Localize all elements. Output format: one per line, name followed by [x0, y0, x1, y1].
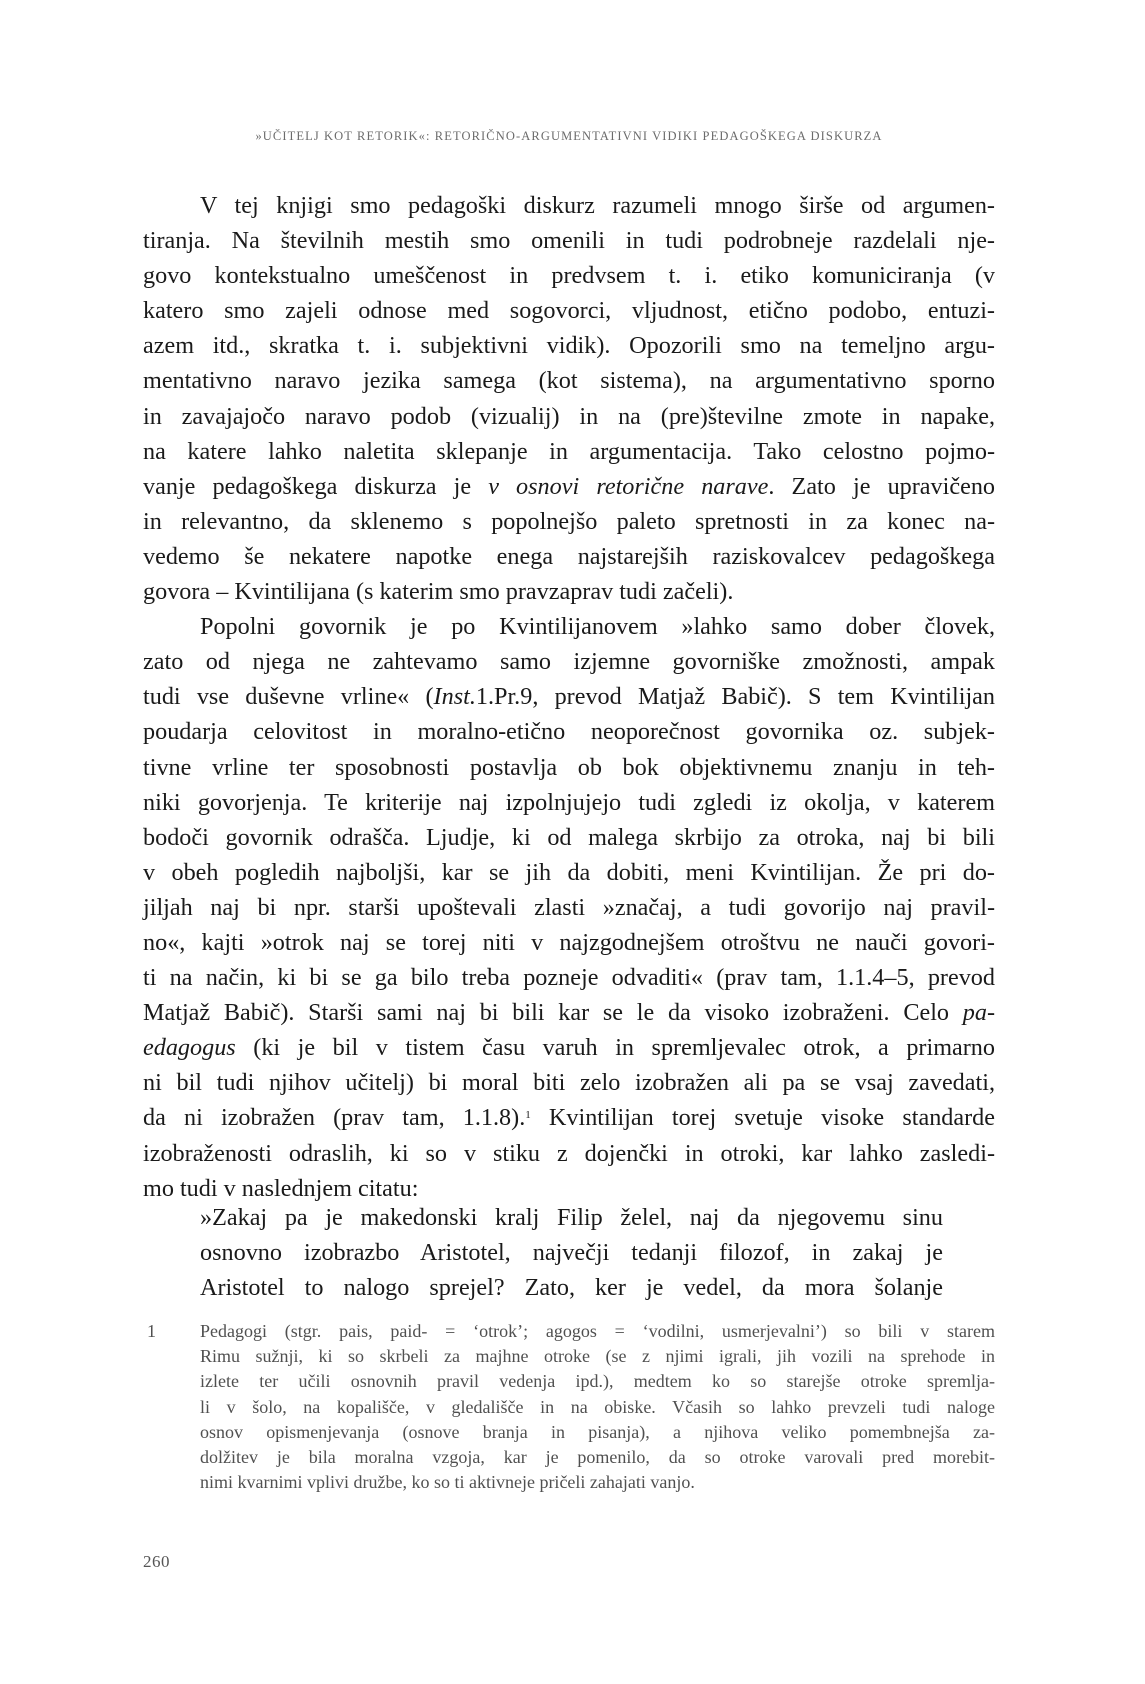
- text-line: bodoči govornik odrašča. Ljudje, ki od malega skrbijo za otroka, naj bi bili: [143, 823, 995, 851]
- italic-term: edagogus: [143, 1034, 236, 1062]
- text-segment: . Zato je upravičeno: [768, 472, 996, 500]
- text-segment: (ki je bil v tistem času varuh in spremljevalec otrok, a primarno: [235, 1034, 995, 1062]
- body-text: [143, 188, 995, 1206]
- text-line: tivne vrline ter sposobnosti postavlja ob bok objektivnemu znanju in teh-: [143, 753, 995, 781]
- italic-citation: Inst.: [433, 683, 476, 711]
- text-line: vedemo še nekatere napotke enega najstarejših raziskovalcev pedagoškega: [143, 542, 995, 570]
- text-line: izobraženosti odraslih, ki so v stiku z dojenčki in otroki, kar lahko zasledi-: [143, 1139, 995, 1167]
- text-line: [143, 679, 995, 714]
- text-line: ni bil tudi njihov učitelj) bi moral biti zelo izobražen ali pa se vsaj zavedati,: [143, 1069, 995, 1097]
- text-segment: tudi vse duševne vrline« (: [143, 683, 434, 711]
- page-number: 260: [143, 1552, 170, 1571]
- text-line: [143, 469, 995, 504]
- text-segment: vanje pedagoškega diskurza je: [143, 472, 489, 500]
- text-line: poudarja celovitost in moralno-etično neoporečnost govornika oz. subjek-: [143, 718, 995, 746]
- text-line: Popolni govornik je po Kvintilijanovem »lahko samo dober človek,: [200, 613, 995, 641]
- text-line: mo tudi v naslednjem citatu:: [143, 1174, 419, 1202]
- footnote-line: li v šolo, na kopališče, v gledališče in na obiske. Včasih so lahko prevzeli tudi naloge: [200, 1396, 995, 1417]
- italic-emphasis: v osnovi retorične narave: [488, 472, 769, 500]
- text-line: v obeh pogledih najboljši, kar se jih da dobiti, meni Kvintilijan. Že pri do-: [143, 858, 995, 886]
- text-segment: Kvintilijan torej svetuje visoke standarde: [530, 1104, 995, 1132]
- text-line: tiranja. Na številnih mestih smo omenili in tudi podrobneje razdelali nje-: [143, 227, 995, 255]
- text-line: niki govorjenja. Te kriterije naj izpolnjujejo tudi zgledi iz okolja, v katerem: [143, 788, 995, 816]
- running-head: »UČITELJ KOT RETORIK«: RETORIČNO-ARGUMENTATIVNI VIDIKI PEDAGOŠKEGA DISKURZA: [255, 129, 883, 143]
- quote-line: Aristotel to nalogo sprejel? Zato, ker je vedel, da mora šolanje: [200, 1274, 943, 1302]
- text-line: [143, 1100, 995, 1135]
- text-line: V tej knjigi smo pedagoški diskurz razumeli mnogo širše od argumen-: [200, 192, 995, 219]
- text-line: [143, 995, 995, 1030]
- paragraph-1: [143, 188, 995, 609]
- block-quote: [200, 1200, 943, 1305]
- footnote-text: [200, 1319, 995, 1495]
- text-line: in zavajajočo naravo podob (vizualij) in na (pre)številne zmote in napake,: [143, 402, 995, 430]
- text-segment: Matjaž Babič). Starši sami naj bi bili kar se le da visoko izobraženi. Celo: [143, 999, 963, 1027]
- text-line: in relevantno, da sklenemo s popolnejšo paleto spretnosti in za konec na-: [143, 507, 995, 535]
- italic-term: pa-: [962, 999, 995, 1027]
- quote-line: osnovno izobrazbo Aristotel, največji tedanji filozof, in zakaj je: [200, 1239, 943, 1267]
- text-line: mentativno naravo jezika samega (kot sistema), na argumentativno sporno: [143, 367, 995, 395]
- paragraph-2: [143, 609, 995, 1206]
- text-line: govo kontekstualno umeščenost in predvsem t. i. etiko komuniciranja (v: [143, 262, 995, 290]
- footnote-line: Pedagogi (stgr. pais, paid- = ‘otrok’; agogos = ‘vodilni, usmerjevalni’) so bili v starem: [200, 1321, 995, 1341]
- footnote-line: Rimu sužnji, ki so skrbeli za majhne otroke (se z njimi igrali, jih vozili na sprehode in: [200, 1346, 995, 1367]
- text-segment: 1.Pr.9, prevod Matjaž Babič). S tem Kvintilijan: [475, 683, 995, 711]
- text-segment: da ni izobražen (prav tam, 1.1.8).: [143, 1104, 526, 1132]
- text-line: govora – Kvintilijana (s katerim smo pravzaprav tudi začeli).: [143, 578, 734, 606]
- text-line: na katere lahko naletita sklepanje in argumentacija. Tako celostno pojmo-: [143, 437, 995, 465]
- footnote-reference[interactable]: 1: [525, 1109, 531, 1122]
- text-line: ti na način, ki bi se ga bilo treba pozneje odvaditi« (prav tam, 1.1.4–5, prevod: [143, 964, 995, 992]
- text-line: no«, kajti »otrok naj se torej niti v najzgodnejšem otroštvu ne nauči govori-: [143, 928, 995, 956]
- footnote-line: nimi kvarnimi vplivi družbe, ko so ti aktivneje pričeli zahajati vanjo.: [200, 1472, 695, 1493]
- text-line: katero smo zajeli odnose med sogovorci, vljudnost, etično podobo, entuzi-: [143, 297, 995, 325]
- footnote-line: izlete ter učili osnovnih pravil vedenja ipd.), medtem ko so starejše otroke spremlja-: [200, 1371, 995, 1392]
- text-line: azem itd., skratka t. i. subjektivni vidik). Opozorili smo na temeljno argu-: [143, 332, 995, 360]
- text-line: [143, 1030, 995, 1065]
- text-line: jiljah naj bi npr. starši upoštevali zlasti »značaj, a tudi govorijo naj pravil-: [143, 893, 995, 921]
- quote-line: »Zakaj pa je makedonski kralj Filip želel, naj da njegovemu sinu: [200, 1204, 943, 1231]
- text-line: zato od njega ne zahtevamo samo izjemne govorniške zmožnosti, ampak: [143, 648, 995, 676]
- footnote-number: 1: [147, 1321, 156, 1341]
- footnote-line: osnov opismenjevanja (osnove branja in pisanja), a njihova veliko pomembnejša za-: [200, 1421, 995, 1442]
- footnote-line: dolžitev je bila moralna vzgoja, kar je pomenilo, da so otroke varovali pred morebit-: [200, 1447, 995, 1468]
